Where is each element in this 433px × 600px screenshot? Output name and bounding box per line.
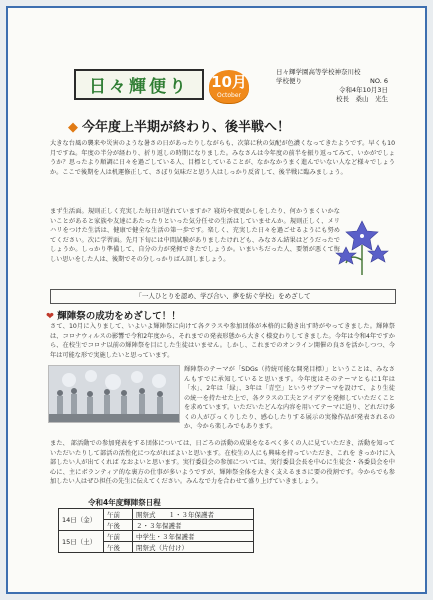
paragraph-theme: 輝陣祭のテーマが「SDGs（持続可能な開発目標）」ということは、みなさんもすでに承知していると思います。今年度はそのテーマともに1年は「水」、2年は「緑」、3年は「青空」というサブテーマを設けて、より生徒の統一を持たせた上で、各クラスの工夫とアイデアを発揮していただくことを求めています。いただいたどんな内容を用いてテーマに迫り、どれだけ多くの人がびっくりしたり、感心したりする展示の実像作品が発表されるのか、今から楽しみでもあります。	[184, 366, 395, 430]
principal-label: 校長	[336, 95, 349, 103]
schedule-event: ２・３年保護者	[133, 520, 254, 531]
headline	[68, 116, 290, 135]
schedule-day: 15日（土）	[59, 531, 104, 553]
table-row	[59, 531, 254, 542]
newsletter-page	[6, 6, 427, 594]
festival-photo	[48, 365, 180, 423]
pumpkin-icon: ◆	[68, 120, 78, 135]
issue-date: 令和4年10月3日	[338, 86, 388, 94]
issue-number: NO. 6	[370, 77, 388, 85]
motto-banner: 「一人ひとりを認め、学び合い、夢を紡ぐ学校」をめざして	[50, 289, 396, 304]
issue-row	[276, 77, 388, 86]
schedule-half: 午後	[104, 542, 133, 553]
school-name: 日々輝学園高等学校神奈川校	[276, 68, 361, 76]
paragraph-festival: さて、10月に入りまして、いよいよ輝陣祭に向けて各クラスや参加団体が本格的に動き出す時がやってきました。輝陣祭は、コロナウィルスの影響で令和2年度から、それまでの発表形態から大きく様変わりしてきました。今年は令和4年ですから、在校生でコロナ以前の輝陣祭を目にした生徒はいません。しかし、これまでのオンライン開催の良さを活かしつつ、今年は可能な形で実施したいと思っています。	[50, 323, 395, 359]
schedule-event: 閉祭式（片付け）	[133, 542, 254, 553]
month-label: 10月	[211, 73, 247, 91]
schedule-half: 午前	[104, 531, 133, 542]
issue-label: 学校便り	[276, 77, 302, 85]
table-row	[59, 509, 254, 520]
schedule-half: 午前	[104, 509, 133, 520]
principal-name: 桑山 光生	[355, 95, 388, 103]
schedule-title: 令和4年度輝陣祭日程	[88, 498, 161, 507]
principal-row	[276, 95, 388, 104]
paragraph-life: まず生活面。規則正しく充実した毎日が送れていますか？寝坊や夜更かしをしたり、何かうまくいかないことがあると家族や友達にあたったりといった気分任せの生活はしていませんか。規則正しく、メリハリをつけた生活は、健康で健全な生活の第一歩です。楽しく、充実した日々を過ごせるようにも努めてください。次に学習面。先月下旬には中間試験がありましたけれども、みなさん結果はどうだったでしょうか。しっかり準備して、自分の力が発揮できたでしょうか。いまいちだった人、要領が悪くて悔しい思いをした人は、後期でその分しっかりばん回しましょう。	[50, 208, 340, 263]
paragraph-intro: 大きな台風の襲来や災害のような暑さの日があったりしながらも、次第に秋の気配が色濃くなってきたようです。早くも10月ですね。年度の半分が経わり、折り返しの時期になりました。みなさんは今年度の前半を振り返ってみて、いかがでしょうか？思ったより順調に日々を過ごしている人、目標としていることが、なかなかうまく進んでいない人など様々でしょうか。ここで後期を人は机運修正して、さぼり気味だと思う人はしっかり反省して、後半戦に臨みましょう。	[50, 140, 395, 176]
headline-text: 今年度上半期が終わり、後半戦へ！	[82, 120, 291, 135]
balloon-flower-illustration	[334, 215, 390, 275]
schedule-event: 開祭式 １・３年保護者	[133, 509, 254, 520]
schedule-table	[58, 508, 254, 553]
schedule-day: 14日（金）	[59, 509, 104, 531]
schedule-event: 中学生・３年保護者	[133, 531, 254, 542]
month-badge	[209, 70, 249, 103]
school-info	[276, 68, 388, 104]
newsletter-title: 日々輝便り	[74, 69, 204, 100]
month-english: October	[216, 92, 241, 99]
schedule-half: 午後	[104, 520, 133, 531]
heart-icon: ❤	[46, 311, 54, 322]
section-title	[46, 308, 181, 322]
section-title-text: 輝陣祭の成功をめざして！！	[57, 311, 181, 322]
paragraph-clubs: また、 部活動での参加発表をする団体については、日ごろの活動の成果をなるべく多くの人に見ていただき、活動を知っていただいたりして部活の活性化につながればよいと思います。在校生の人にも興味を持っていただき、これを きっかけに入部したい人が出てくれば なおよいと思います。実行委員会の参加については、実行委員会長を中心に生徒会・各委員会を中心に、主にボランティア的な裏方の仕事が多いようですが、輝陣祭全体を大きく支えるまさに要の役割です。今からでも参加したい人はぜひ担任の先生に伝えてください。みんなで力を合わせて盛り上げていきましょう。	[50, 440, 395, 485]
